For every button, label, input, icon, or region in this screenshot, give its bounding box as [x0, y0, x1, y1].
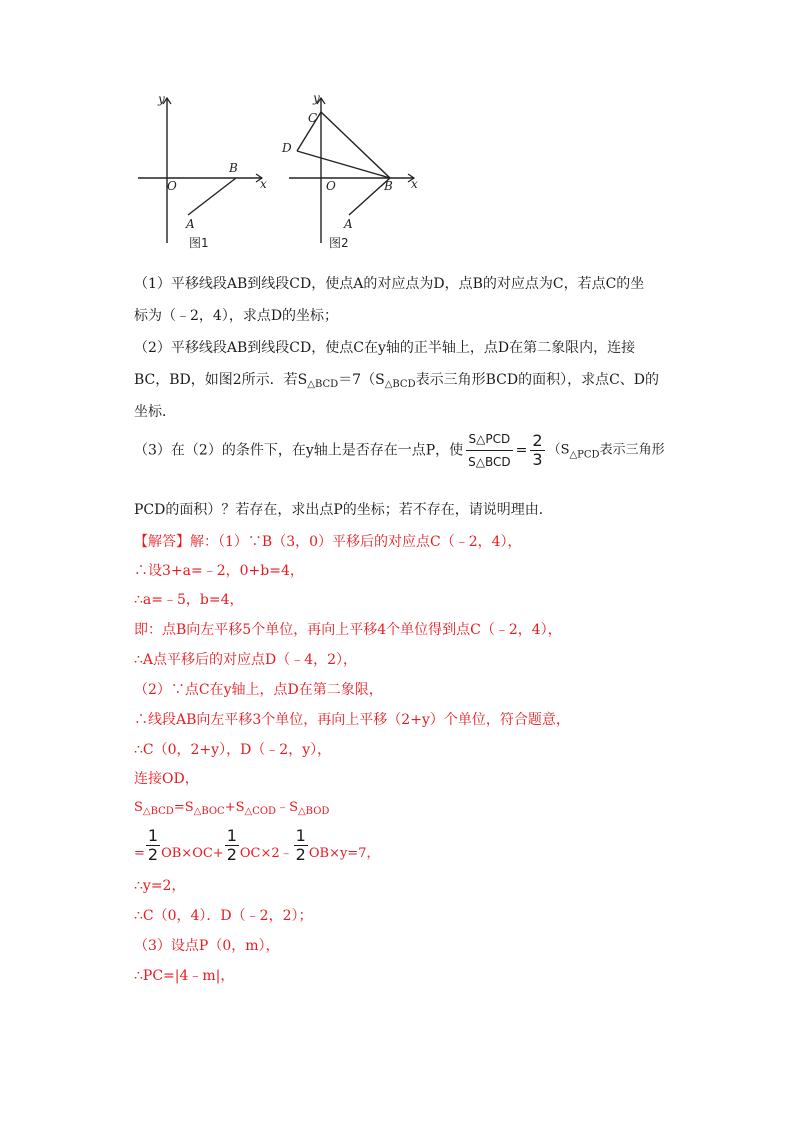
q2-text-b: ＝7（S — [338, 372, 385, 388]
s11-term-2: OC×2﹣ — [239, 846, 293, 861]
s10-s: S — [134, 800, 143, 815]
s10-eq: =S — [173, 800, 194, 815]
solution-line-6: （2）∵点C在y轴上，点D在第二象限， — [134, 682, 383, 698]
question-3-line-1 — [134, 428, 666, 473]
s11-term-3: OB×y=7， — [308, 846, 380, 861]
ratio-fraction — [466, 428, 513, 473]
s10-sub1: △BCD — [142, 806, 174, 817]
half-num-2: 1 — [226, 826, 237, 845]
s10-sub2: △BOC — [193, 806, 225, 817]
question-2-line-3: 坐标． — [134, 404, 176, 420]
solution-line-4: 即：点B向左平移5个单位，再向上平移4个单位得到点C（﹣2，4）， — [134, 622, 562, 638]
solution-line-7: ∴线段AB向左平移3个单位，再向上平移（2+y）个单位，符合题意， — [134, 712, 570, 728]
figure-1 — [134, 88, 284, 253]
solution-line-15: ∴PC=|4﹣m|， — [134, 968, 235, 984]
solution-line-9: 连接OD， — [134, 771, 199, 787]
ratio-value-num: 2 — [532, 431, 543, 450]
solution-line-12: ∴y=2， — [134, 878, 186, 894]
s10-sub3: △COD — [244, 806, 277, 817]
ratio-denominator: S△BCD — [466, 450, 513, 473]
q2-text-a: BC，BD，如图2所示．若S — [134, 372, 308, 388]
s10-sub4: △BOD — [297, 806, 330, 817]
fig1-x-label: x — [260, 177, 267, 191]
fig2-x-label: x — [411, 177, 418, 191]
half-num-3: 1 — [295, 826, 306, 845]
half-den-2: 2 — [226, 845, 237, 864]
figure-2-graphic — [282, 88, 436, 253]
solution-line-2: ∴设3+a=﹣2，0+b=4， — [134, 563, 304, 579]
q3-text-b: （S — [547, 442, 570, 458]
q2-sub-1: △BCD — [307, 379, 339, 390]
q2-text-c: 表示三角形BCD的面积），求点C、D的 — [415, 372, 660, 388]
ratio-value — [530, 432, 544, 469]
solution-line-8: ∴C（0，2+y），D（﹣2，y）， — [134, 742, 332, 758]
solution-line-13: ∴C（0，4）．D（﹣2，2）； — [134, 908, 313, 924]
question-2-line-1: （2）平移线段AB到线段CD，使点C在y轴的正半轴上，点D在第二象限内，连接 — [134, 340, 636, 356]
half-den-3: 2 — [295, 845, 306, 864]
ratio-value-den: 3 — [532, 450, 543, 469]
half-fraction-2 — [225, 827, 239, 864]
solution-line-14: （3）设点P（0，m）， — [134, 938, 280, 954]
question-1-line-1: （1）平移线段AB到线段CD，使点A的对应点为D，点B的对应点为C，若点C的坐 — [134, 276, 645, 292]
solution-area-formula — [134, 798, 666, 818]
question-2-line-2 — [134, 370, 666, 390]
s11-eq: = — [134, 846, 145, 861]
s10-plus: +S — [224, 800, 245, 815]
fig2-c-label: C — [308, 111, 318, 125]
solution-line-3: ∴a=﹣5，b=4， — [134, 592, 244, 608]
half-fraction-1 — [146, 827, 160, 864]
figure-2-caption: 图2 — [329, 236, 349, 250]
question-1-line-2: 标为（﹣2，4），求点D的坐标； — [134, 308, 339, 324]
figure-2 — [282, 88, 436, 253]
q3-text-a: （3）在（2）的条件下，在y轴上是否存在一点P，使 — [134, 442, 464, 459]
fig2-y-label: y — [313, 91, 320, 105]
half-fraction-3 — [294, 827, 308, 864]
q2-sub-2: △BCD — [384, 379, 416, 390]
fig1-y-label: y — [158, 92, 165, 106]
ratio-numerator: S△PCD — [468, 432, 511, 446]
fig2-b-label: B — [384, 179, 393, 193]
s10-minus: ﹣S — [276, 800, 298, 815]
fig1-o-label: O — [167, 179, 177, 193]
s11-term-1: OB×OC+ — [161, 846, 224, 861]
fig2-o-label: O — [326, 179, 336, 193]
fig1-b-label: B — [229, 161, 238, 175]
half-num-1: 1 — [147, 826, 159, 845]
solution-line-5: ∴A点平移后的对应点D（﹣4，2）， — [134, 652, 358, 668]
fig2-a-label: A — [344, 217, 353, 231]
fig2-d-label: D — [282, 141, 292, 155]
q3-text-c: 表示三角形 — [599, 442, 665, 458]
figure-1-graphic — [134, 88, 284, 253]
ratio-equals: = — [515, 442, 528, 459]
half-den-1: 2 — [147, 845, 159, 864]
solution-area-expansion — [134, 826, 666, 874]
question-3-line-2: PCD的面积）？若存在，求出点P的坐标；若不存在，请说明理由． — [134, 502, 553, 518]
q3-sub: △PCD — [569, 449, 600, 461]
solution-line-1: 【解答】解：（1）∵B（3，0）平移后的对应点C（﹣2，4）， — [134, 534, 522, 550]
figure-1-caption: 图1 — [189, 236, 209, 250]
fig1-a-label: A — [186, 217, 195, 231]
